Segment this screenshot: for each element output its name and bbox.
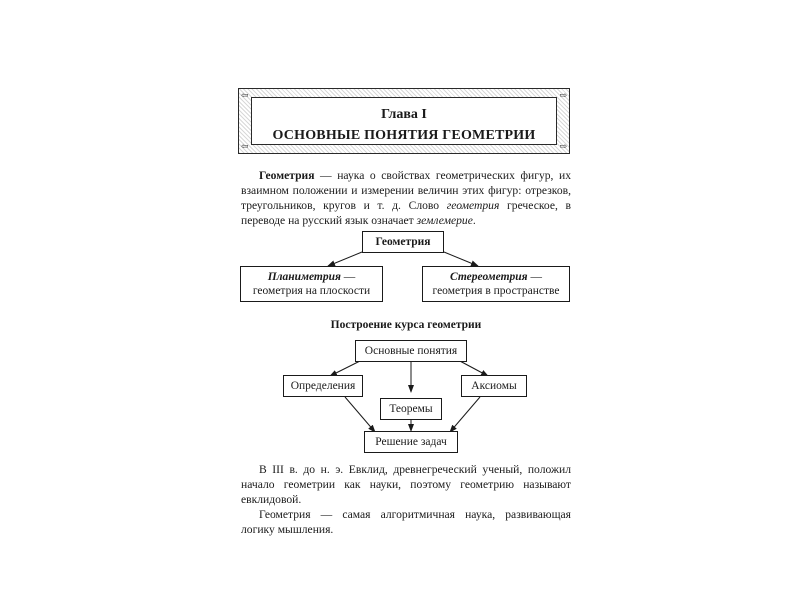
axioms-box xyxy=(461,375,527,397)
stereometry-desc: геометрия в пространстве xyxy=(432,285,560,297)
definitions-box xyxy=(283,375,363,397)
basic-concepts-box xyxy=(355,340,467,362)
problem-solving-label: Решение задач xyxy=(375,436,447,448)
diagram-root-geometry xyxy=(362,231,444,253)
arrow-geometry-to-stereometry xyxy=(444,252,478,266)
theorems-box xyxy=(380,398,442,420)
ornament-right-top-icon: ⇨ xyxy=(559,90,567,100)
intro-italic-word: геометрия xyxy=(446,199,500,212)
intro-term: Геометрия xyxy=(259,169,315,182)
planimetry-desc: геометрия на плоскости xyxy=(252,285,371,297)
stereometry-term-line xyxy=(450,270,542,284)
ornament-left-bottom-icon: ⇦ xyxy=(241,141,249,151)
paragraph-euclid: В III в. до н. э. Евклид, древнегреческий ученый, положил начало геометрии как науки, поэтому геометрию называют евклидовой. xyxy=(241,463,571,506)
ornament-right-bottom-icon: ⇨ xyxy=(559,141,567,151)
definitions-label: Определения xyxy=(290,380,356,392)
arrow-basic-to-definitions xyxy=(330,360,362,376)
theorems-label: Теоремы xyxy=(389,403,433,415)
course-structure-title: Построение курса геометрии xyxy=(330,319,482,331)
stereometry-dash: — xyxy=(527,271,542,283)
planimetry-term: Планиметрия xyxy=(267,271,341,283)
chapter-title: ОСНОВНЫЕ ПОНЯТИЯ ГЕОМЕТРИИ xyxy=(272,128,536,143)
planimetry-dash: — xyxy=(340,271,356,283)
basic-concepts-label: Основные понятия xyxy=(364,345,458,357)
paragraph-algorithmic: Геометрия — самая алгоритмичная наука, развивающая логику мышления. xyxy=(241,508,571,536)
arrow-geometry-to-planimetry xyxy=(328,252,362,266)
arrow-basic-to-axioms xyxy=(458,360,488,376)
root-label: Геометрия xyxy=(375,236,431,248)
planimetry-term-line xyxy=(268,270,356,284)
intro-text-1: — наука о свойствах геометрических фигур, их взаимном положении и измерении величин этих фигур: отрезков, треугольников, кругов и т. д. Слово xyxy=(241,169,571,212)
axioms-label: Аксиомы xyxy=(471,380,517,392)
stereometry-term: Стереометрия xyxy=(450,271,528,283)
arrow-definitions-to-tasks xyxy=(345,397,375,432)
intro-meaning: землемерие xyxy=(416,214,473,227)
diagram-planimetry-box xyxy=(240,266,383,302)
problem-solving-box xyxy=(364,431,458,453)
intro-text-3: . xyxy=(472,214,476,227)
arrow-axioms-to-tasks xyxy=(450,397,480,432)
ornament-left-top-icon: ⇦ xyxy=(241,90,249,100)
diagram-stereometry-box xyxy=(422,266,570,302)
intro-text-2: греческое, в переводе на русский язык означает xyxy=(241,199,571,227)
chapter-number: Глава I xyxy=(381,107,427,122)
